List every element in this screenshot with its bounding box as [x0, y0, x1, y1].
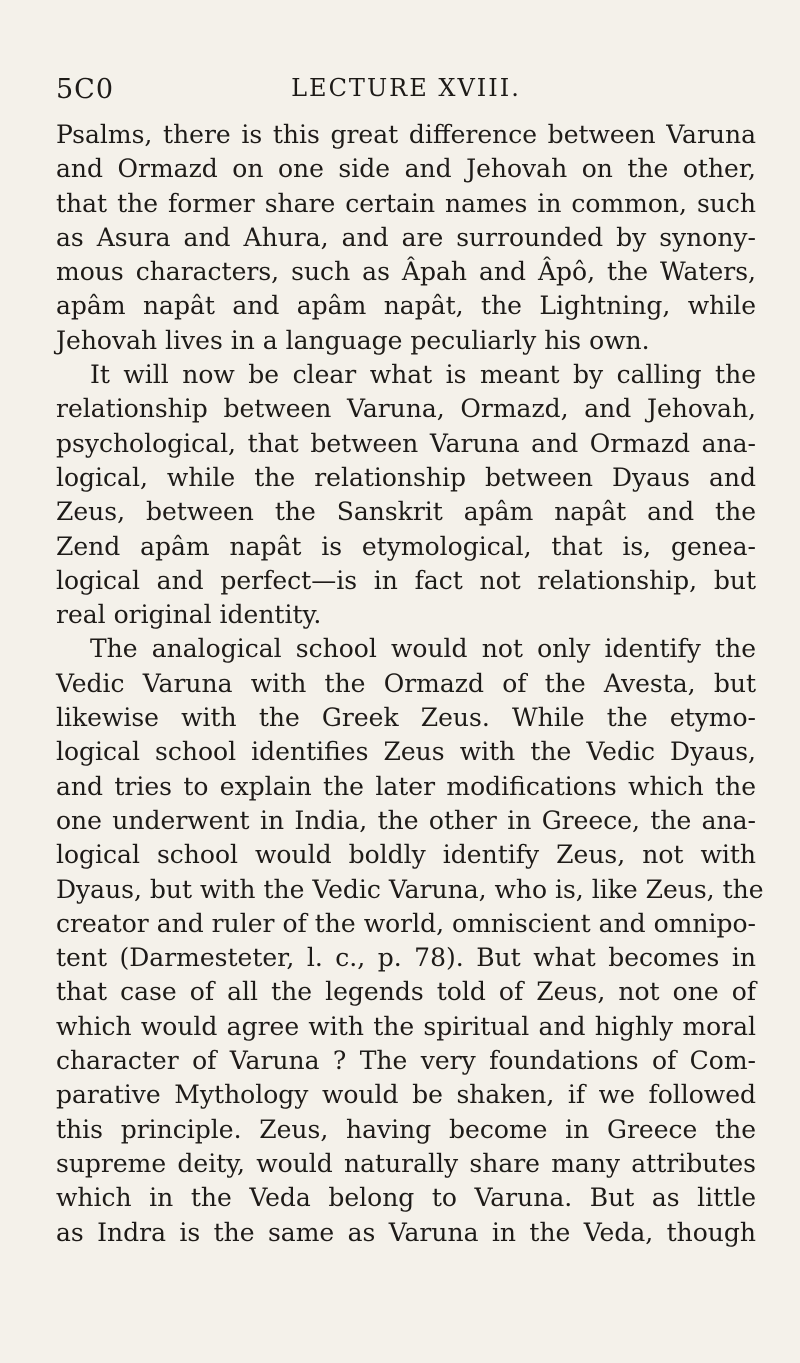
text-line: creator and ruler of the world, omniscient and omnipo- — [56, 908, 756, 938]
text-line: real original identity. — [56, 600, 322, 630]
text-line: logical and perfect—is in fact not relationship, but — [56, 565, 756, 595]
text-line: character of Varuna ? The very foundations of Com- — [56, 1046, 756, 1076]
text-line: logical school would boldly identify Zeus, not with — [56, 840, 756, 870]
text-line: relationship between Varuna, Ormazd, and Jehovah, — [56, 394, 756, 424]
text-line: which in the Veda belong to Varuna. But as little — [56, 1183, 756, 1213]
text-line: and tries to explain the later modifications which the — [56, 771, 756, 801]
text-line: Jehovah lives in a language peculiarly his own. — [56, 325, 650, 355]
text-line: which would agree with the spiritual and highly moral — [56, 1011, 756, 1041]
text-line: logical, while the relationship between Dyaus and — [56, 462, 756, 492]
text-line: that the former share certain names in common, such — [56, 188, 756, 218]
text-line: supreme deity, would naturally share many attributes — [56, 1148, 756, 1178]
body-text — [56, 118, 764, 1250]
text-line: mous characters, such as Âpah and Âpô, the Waters, — [56, 257, 756, 287]
text-line: Dyaus, but with the Vedic Varuna, who is, like Zeus, the — [56, 874, 764, 904]
text-line: Zeus, between the Sanskrit apâm napât and the — [56, 497, 756, 527]
text-line: apâm napât and apâm napât, the Lightning, while — [56, 291, 756, 321]
text-line: logical school identifies Zeus with the Vedic Dyaus, — [56, 737, 756, 767]
text-line: It will now be clear what is meant by calling the — [90, 360, 756, 390]
text-line: parative Mythology would be shaken, if we followed — [56, 1080, 756, 1110]
page-header — [56, 68, 756, 108]
text-line: likewise with the Greek Zeus. While the etymo- — [56, 703, 756, 733]
text-line: psychological, that between Varuna and Ormazd ana- — [56, 428, 756, 458]
text-line: this principle. Zeus, having become in Greece the — [56, 1114, 756, 1144]
text-line: that case of all the legends told of Zeus, not one of — [56, 977, 756, 1007]
page-number: 5C0 — [56, 74, 115, 105]
running-title: LECTURE XVIII. — [291, 74, 521, 102]
text-line: one underwent in India, the other in Greece, the ana- — [56, 805, 756, 835]
text-line: as Indra is the same as Varuna in the Veda, though — [56, 1217, 756, 1247]
text-line: tent (Darmesteter, l. c., p. 78). But what becomes in — [56, 943, 756, 973]
text-line: Zend apâm napât is etymological, that is, genea- — [56, 531, 756, 561]
text-line: Psalms, there is this great difference between Varuna — [56, 120, 756, 149]
text-line: and Ormazd on one side and Jehovah on the other, — [56, 154, 756, 184]
text-line: The analogical school would not only identify the — [90, 634, 756, 664]
text-line: Vedic Varuna with the Ormazd of the Avesta, but — [56, 668, 756, 698]
text-line: as Asura and Ahura, and are surrounded by synony- — [56, 222, 756, 252]
